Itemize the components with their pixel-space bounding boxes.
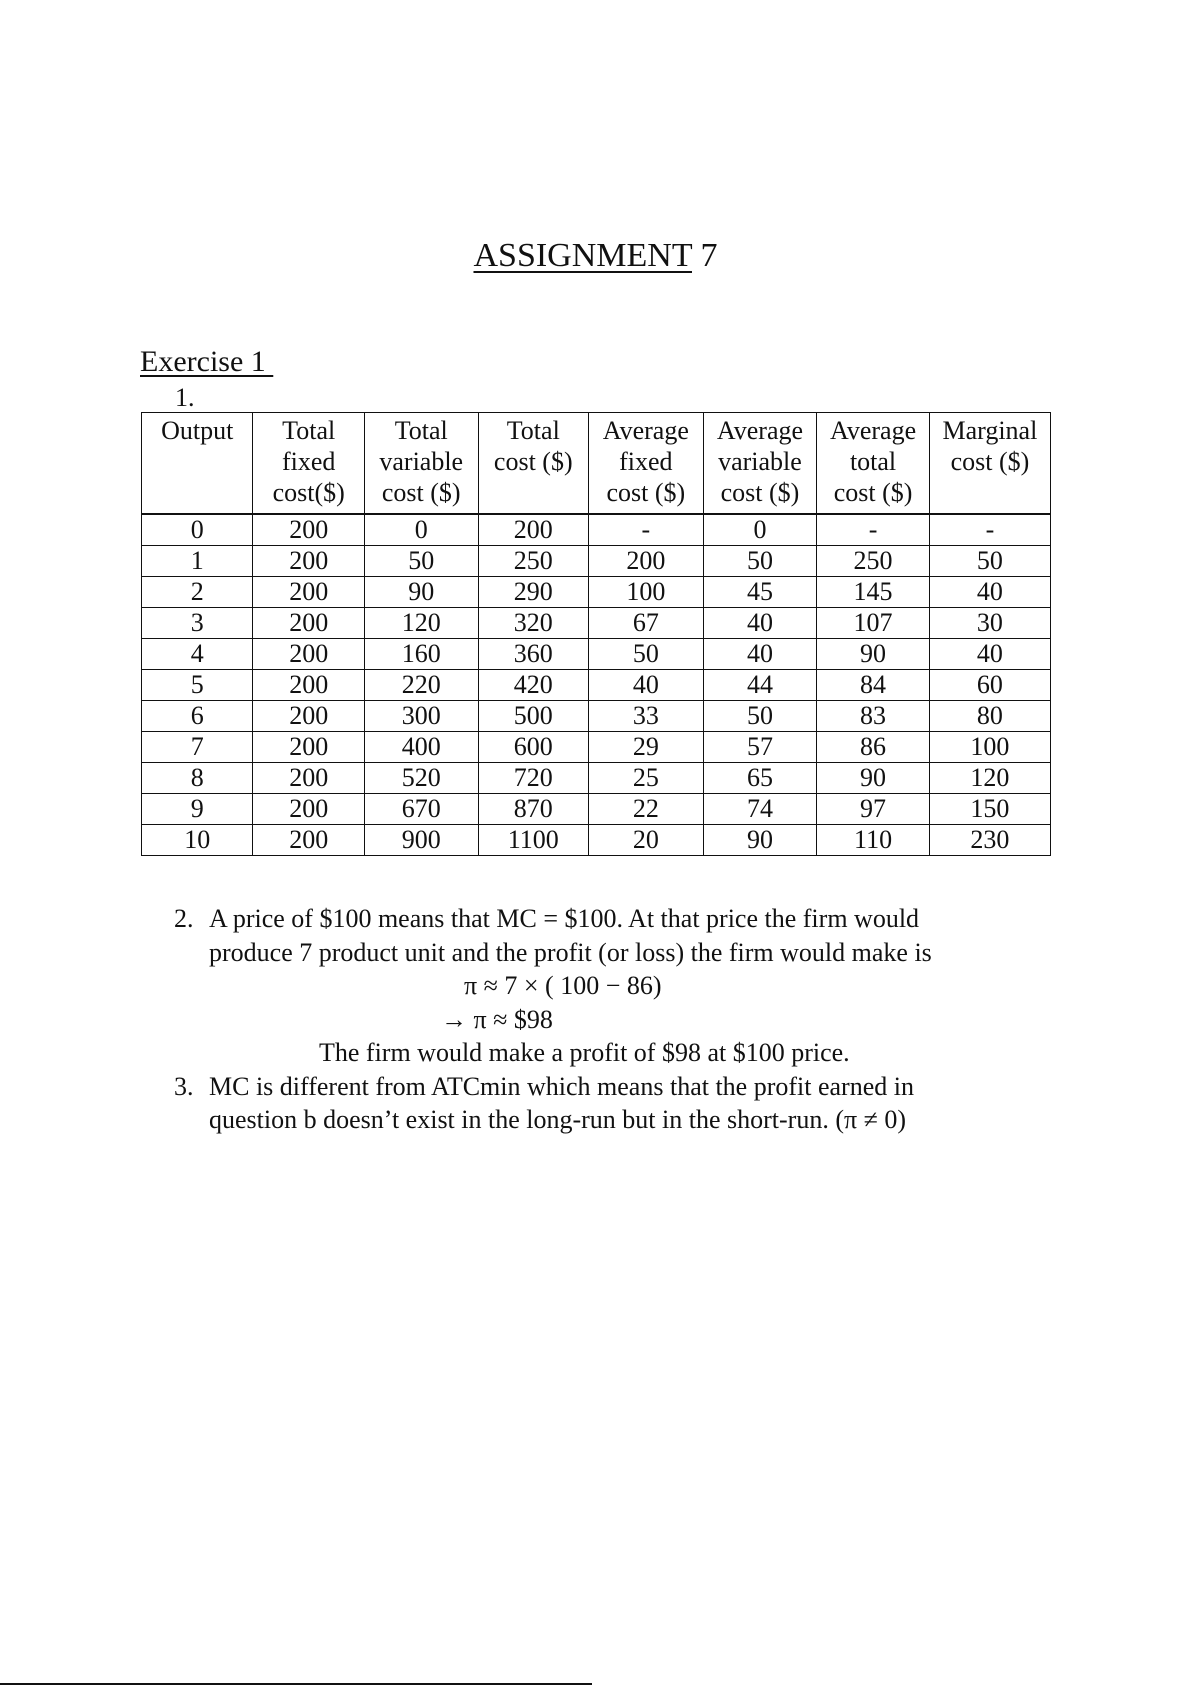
column-header-line: Average [829,416,917,445]
column-header-line: Total [282,416,336,445]
column-header-line: Average [716,416,804,445]
table-cell: 29 [588,732,703,763]
profit-equation: π ≈ 7 × ( 100 − 86) [464,971,662,1000]
column-header-line: cost($) [272,478,345,507]
table-cell: 4 [142,639,253,670]
table-cell: 33 [588,701,703,732]
table-cell: 40 [929,577,1050,608]
cost-table [141,412,1051,856]
answer-3-number: 3. [174,1071,194,1101]
table-cell: 150 [929,794,1050,825]
column-header [703,413,817,515]
table-cell: 120 [929,763,1050,794]
table-cell: 250 [817,546,930,577]
table-row [142,732,1051,763]
table-cell: 520 [364,763,478,794]
table-cell: 600 [478,732,588,763]
table-cell: 200 [253,701,364,732]
column-header-line: fixed [619,447,673,476]
column-header-line: cost ($) [381,478,461,507]
table-cell: 90 [364,577,478,608]
table-cell: 7 [142,732,253,763]
table-cell: 100 [929,732,1050,763]
column-header-line: cost ($) [720,478,800,507]
table-cell: 40 [588,670,703,701]
table-cell: 200 [253,546,364,577]
table-cell: 200 [253,670,364,701]
table-cell: 500 [478,701,588,732]
column-header-line: cost ($) [950,447,1030,476]
table-cell: 107 [817,608,930,639]
table-cell: 3 [142,608,253,639]
column-header [253,413,364,515]
title-main: ASSIGNMENT [473,237,692,274]
table-cell: - [817,514,930,546]
table-cell: 50 [588,639,703,670]
table-cell: 145 [817,577,930,608]
table-cell: 90 [703,825,817,856]
answer-2-text: A price of $100 means that MC = $100. At that price the firm would produce 7 product unit and the profit (or loss) the firm would make is [209,904,932,967]
table-cell: 50 [703,701,817,732]
table-cell: 40 [703,639,817,670]
column-header-line: Total [394,416,448,445]
table-cell: 40 [703,608,817,639]
table-cell: 0 [703,514,817,546]
column-header-line: Total [506,416,560,445]
table-cell: 200 [253,639,364,670]
table-cell: 2 [142,577,253,608]
table-row [142,639,1051,670]
column-header-line: cost ($) [833,478,913,507]
page-title [0,236,1191,276]
table-cell: 320 [478,608,588,639]
table-cell: 8 [142,763,253,794]
answer-2-number: 2. [174,904,194,933]
table-cell: 20 [588,825,703,856]
table-row [142,546,1051,577]
table-cell: 200 [253,608,364,639]
column-header [929,413,1050,515]
table-cell: 67 [588,608,703,639]
table-cell: 200 [253,763,364,794]
column-header-line: variable [379,447,464,476]
column-header-line: cost ($) [493,447,573,476]
table-cell: 74 [703,794,817,825]
table-cell: 22 [588,794,703,825]
column-header [478,413,588,515]
table-cell: 160 [364,639,478,670]
question-1-label: 1. [175,383,195,412]
column-header-line: Output [161,416,234,445]
table-cell: 30 [929,608,1050,639]
table-cell: 1100 [478,825,588,856]
column-header-line: cost ($) [606,478,686,507]
table-row [142,701,1051,732]
table-cell: 97 [817,794,930,825]
answer-2-conclusion: The firm would make a profit of $98 at $100 price. [319,1038,850,1067]
answers-section [170,902,990,1137]
table-cell: 200 [253,514,364,546]
table-cell: 86 [817,732,930,763]
table-row [142,825,1051,856]
table-cell: 220 [364,670,478,701]
table-cell: 40 [929,639,1050,670]
column-header [588,413,703,515]
table-cell: 44 [703,670,817,701]
table-cell: 50 [929,546,1050,577]
table-cell: 100 [588,577,703,608]
table-cell: 0 [364,514,478,546]
table-row [142,794,1051,825]
exercise-heading: Exercise 1 [140,345,274,378]
table-cell: - [588,514,703,546]
table-row [142,577,1051,608]
table-header-row [142,413,1051,515]
table-cell: 50 [703,546,817,577]
column-header [142,413,253,515]
table-row [142,608,1051,639]
table-cell: 230 [929,825,1050,856]
column-header [817,413,930,515]
answer-3-text: MC is different from ATCmin which means that the profit earned in question b doesn’t exist in the long-run but in the short-run. (π ≠ 0) [209,1071,914,1134]
column-header-line: total [849,447,897,476]
table-cell: 110 [817,825,930,856]
table-cell: 10 [142,825,253,856]
table-cell: 45 [703,577,817,608]
table-cell: 9 [142,794,253,825]
table-cell: 25 [588,763,703,794]
column-header-line: Marginal [942,416,1038,445]
column-header-line: variable [718,447,802,476]
table-cell: 720 [478,763,588,794]
table-cell: 90 [817,763,930,794]
table-cell: 670 [364,794,478,825]
table-cell: 65 [703,763,817,794]
table-cell: 200 [253,577,364,608]
table-cell: 870 [478,794,588,825]
table-cell: 0 [142,514,253,546]
table-cell: 57 [703,732,817,763]
profit-result: → π ≈ $98 [441,1004,553,1034]
table-cell: 90 [817,639,930,670]
table-cell: 420 [478,670,588,701]
table-cell: 250 [478,546,588,577]
table-cell: 6 [142,701,253,732]
table-cell: 200 [253,794,364,825]
table-cell: 50 [364,546,478,577]
table-cell: 360 [478,639,588,670]
table-cell: 200 [588,546,703,577]
table-row [142,670,1051,701]
column-header [364,413,478,515]
column-header-line: Average [602,416,689,445]
answer-3 [170,1070,990,1137]
table-row [142,763,1051,794]
table-cell: 84 [817,670,930,701]
title-number: 7 [692,237,718,274]
table-cell: 5 [142,670,253,701]
table-cell: 200 [478,514,588,546]
table-cell: - [929,514,1050,546]
column-header-line: fixed [281,447,336,476]
table-cell: 83 [817,701,930,732]
table-cell: 120 [364,608,478,639]
table-cell: 1 [142,546,253,577]
table-cell: 80 [929,701,1050,732]
table-cell: 290 [478,577,588,608]
table-body [142,514,1051,856]
table-cell: 400 [364,732,478,763]
table-row [142,514,1051,546]
table-cell: 200 [253,732,364,763]
table-cell: 300 [364,701,478,732]
table-cell: 200 [253,825,364,856]
table-cell: 900 [364,825,478,856]
table-cell: 60 [929,670,1050,701]
answer-2 [170,902,990,1070]
